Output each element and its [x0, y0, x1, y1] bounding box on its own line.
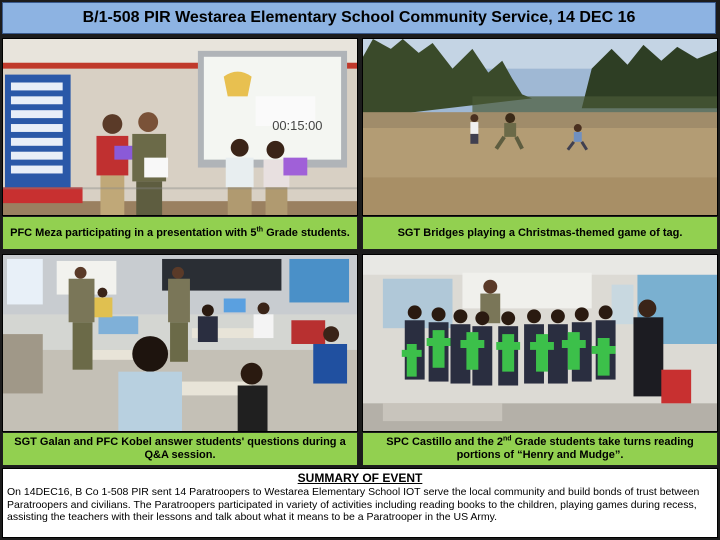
photo-reading — [362, 254, 718, 432]
page-title: B/1-508 PIR Westarea Elementary School Community Service, 14 DEC 16 — [2, 2, 716, 34]
tag-game-image — [363, 39, 717, 215]
caption-presentation-pre: PFC Meza participating in a presentation with 5 — [10, 226, 257, 239]
photo-presentation — [2, 38, 358, 216]
caption-presentation-post: Grade students. — [263, 226, 350, 239]
reading-image — [363, 255, 717, 431]
caption-presentation-sup: th — [256, 225, 264, 233]
caption-reading-pre: SPC Castillo and the 2 — [386, 436, 504, 448]
caption-presentation — [2, 216, 358, 250]
caption-qa-session: SGT Galan and PFC Kobel answer students' questions during a Q&A session. — [2, 432, 358, 466]
summary-section — [2, 468, 718, 538]
caption-reading-sup: nd — [503, 435, 512, 443]
caption-reading-post: Grade students take turns reading portions of “Henry and Mudge”. — [456, 436, 694, 461]
summary-text: On 14DEC16, B Co 1-508 PIR sent 14 Paratroopers to Westarea Elementary School IOT serve the local community and build bonds of trust between Paratroopers and civilians. The Paratroopers participated in variety of activities including reading books to the children, playing games during recess, assisting the teachers with their lessons and talk about what it means to be a Paratrooper in the US Army. — [7, 486, 700, 524]
photo-qa-session — [2, 254, 358, 432]
screen-timer: 00:15:00 — [272, 118, 323, 133]
qa-session-image — [3, 255, 357, 431]
photo-tag-game — [362, 38, 718, 216]
presentation-image — [3, 39, 357, 215]
caption-tag-game: SGT Bridges playing a Christmas-themed game of tag. — [362, 216, 718, 250]
caption-reading — [362, 432, 718, 466]
summary-heading: SUMMARY OF EVENT — [297, 471, 423, 485]
